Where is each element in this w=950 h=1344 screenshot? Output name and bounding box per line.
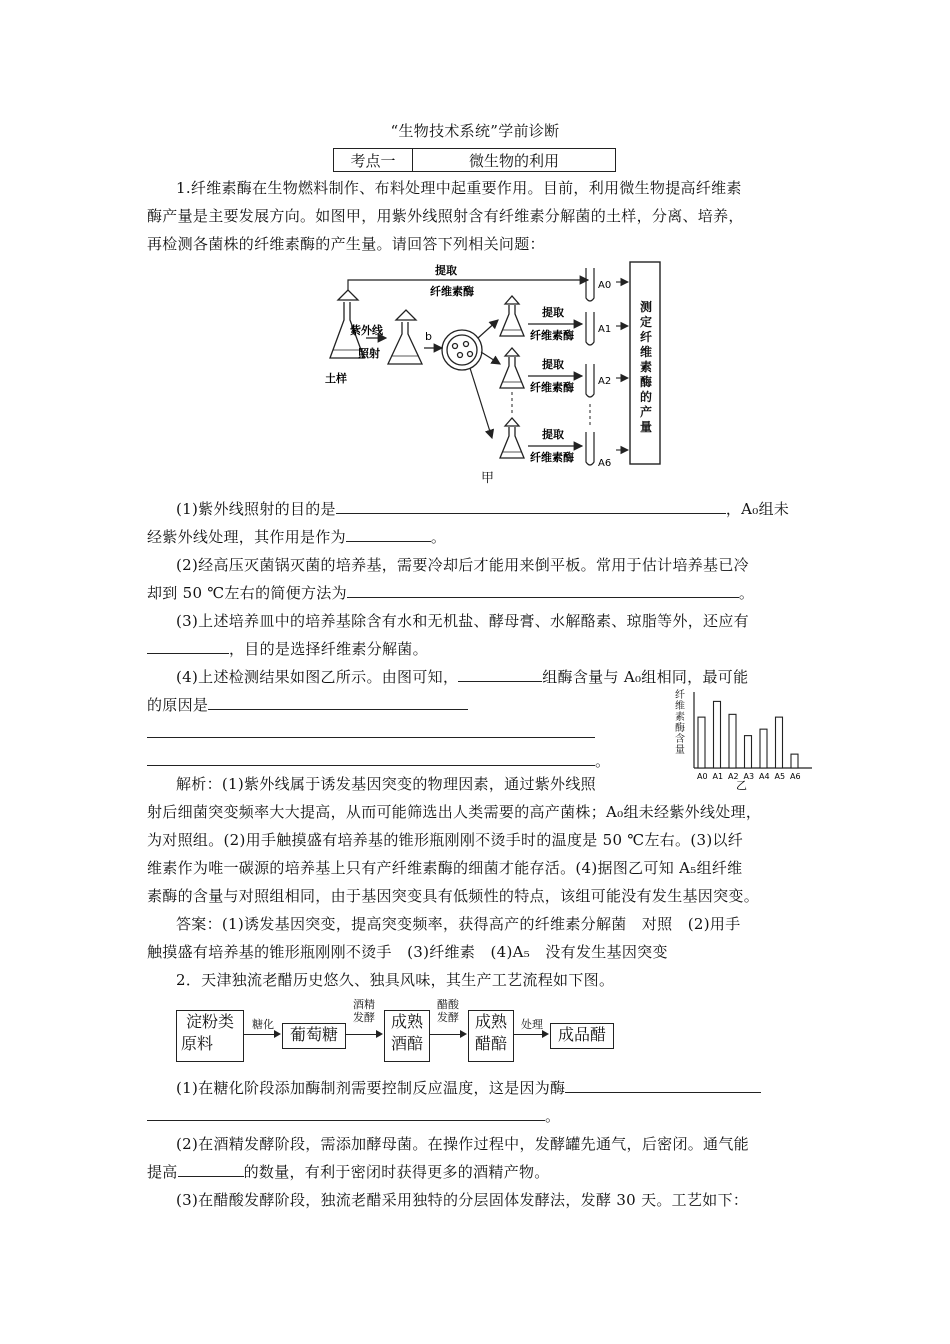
q1-p3-line1: (3)上述培养皿中的培养基除含有水和无机盐、酵母膏、水解酪素、琼脂等外，还应有 [176,612,749,630]
chart-tick-a6: A6 [790,772,801,781]
top-label-2: 纤维素酶 [430,285,474,298]
q2-p2-blank[interactable] [178,1162,244,1177]
chart-tick-a5: A5 [774,772,786,781]
q1-intro-line1: 1.纤维素酶在生物燃料制作、布料处理中起重要作用。目前，利用微生物提高纤维素 [176,179,742,197]
extract-label-3: 提取 [542,428,564,441]
q1-p4-text-c: 的原因是 [147,696,209,714]
q1-p4-text-d: 。 [595,752,611,770]
dish-arrow-3 [470,368,492,438]
flask-a6-icon [500,418,524,458]
q2-p2-line1: (2)在酒精发酵阶段，需添加酵母菌。在操作过程中，发酵罐先通气，后密闭。通气能 [176,1135,749,1153]
measure-box-label: 测定纤维素酶的产量 [639,300,652,434]
analysis-line-2: 射后细菌突变频率大大提高，从而可能筛选出人类需要的高产菌株；A₀组未经紫外线处理， [147,803,762,821]
q1-p1-text-b: ，A₀组未 [725,500,790,518]
flow-box-vinegar-mash [468,1010,514,1062]
q1-p2-line2 [147,582,754,604]
flow-box-starch-l2: 原料 [181,1034,214,1053]
dish-arrow-1 [478,320,498,338]
enzyme-label-3: 纤维素酶 [530,451,574,464]
chart-tick-a3: A3 [743,772,755,781]
q1-p1-line2 [147,526,446,548]
topic-table [333,148,616,172]
topic-label: 考点一 [334,149,413,172]
chart-tick-a4: A4 [759,772,770,781]
chart-tick-a2: A2 [728,772,739,781]
q1-p4-line1 [176,666,748,688]
analysis-line-5: 素酶的含量与对照组相同，由于基因突变具有低频性的特点，该组可能没有发生基因突变。 [147,887,760,905]
figure-jia [320,260,670,485]
tube-label-a2: A2 [598,376,612,387]
flow-arrow-2-l1: 酒精 [353,998,375,1011]
extract-label-1: 提取 [542,306,564,319]
q1-p4-blank-3[interactable] [147,723,595,738]
chart-bar-a2 [729,714,736,768]
q1-intro-line2: 酶产量是主要发展方向。如图甲，用紫外线照射含有纤维素分解菌的土样，分离、培养， [147,207,744,225]
flask-a2-icon [500,348,524,388]
flow-arrow-3-l2: 发酵 [437,1011,459,1024]
q2-p1-text: (1)在糖化阶段添加酶制剂需要控制反应温度，这是因为酶 [176,1079,566,1097]
q1-intro-line3: 再检测各菌株的纤维素酶的产生量。请回答下列相关问题： [147,235,545,253]
q1-p4-line2 [147,694,468,716]
chart-yi [672,688,822,792]
b-label: b [425,330,432,343]
q1-p1-blank-2[interactable] [346,527,431,542]
q1-p3-blank[interactable] [147,639,229,654]
q1-p1-text-d: 。 [430,528,447,546]
q2-p2-text: 提高 [147,1163,178,1181]
q1-p2-text-c: 。 [738,584,755,602]
q1-p2-line1: (2)经高压灭菌锅灭菌的培养基，需要冷却后才能用来倒平板。常用于估计培养基已冷 [176,556,749,574]
q1-p4-text: (4)上述检测结果如图乙所示。由图可知， [176,668,459,686]
flow-box-starch [176,1010,244,1062]
q1-p1-blank[interactable] [336,499,726,514]
q1-p4-blank[interactable] [458,667,542,682]
uv-label-1: 紫外线 [350,324,383,337]
flow-box-starch-l1: 淀粉类 [185,1012,234,1031]
uv-label-2: 照射 [358,347,380,360]
chart-bar-a0 [698,717,705,768]
flow-arrow-2-label [346,998,382,1024]
flow-box-glucose: 葡萄糖 [282,1023,346,1049]
q1-p4-blank-4[interactable] [147,751,595,766]
chart-tick-a1: A1 [712,772,724,781]
q2-p1-blank[interactable] [565,1078,761,1093]
q1-p1-line1 [176,498,789,520]
flow-arrow-3-label [430,998,466,1024]
tube-label-a0: A0 [598,280,612,291]
page-title: “生物技术系统”学前诊断 [390,122,560,140]
flow-arrowhead-2 [376,1030,383,1038]
q2-p1-text-b: 。 [545,1107,561,1125]
q2-p1-blank-2[interactable] [147,1106,545,1121]
q2-p2-text-c: 的数量，有利于密闭时获得更多的酒精产物。 [243,1163,550,1181]
q2-p3-line1: (3)在醋酸发酵阶段，独流老醋采用独特的分层固体发酵法，发酵 30 天。工艺如下： [176,1191,749,1209]
q2-intro: 2．天津独流老醋历史悠久、独具风味，其生产工艺流程如下图。 [176,971,615,989]
uv-flask-icon [388,310,422,364]
flow-arrow-3 [430,1034,464,1035]
flask-a1-icon [500,296,524,336]
q2-p2-line2 [147,1161,550,1183]
q1-p3-line2 [147,638,428,660]
q1-p1-text-c: 经紫外线处理，其作用是作为 [147,528,346,546]
tube-icons [586,268,594,465]
q1-p4-text-b: 组酶含量与 A₀组相同，最可能 [542,668,749,686]
top-label-1: 提取 [435,264,457,277]
flow-arrowhead-4 [542,1030,549,1038]
flow-arrowhead-1 [274,1030,281,1038]
analysis-line-1: 解析：(1)紫外线属于诱发基因突变的物理因素，通过紫外线照 [176,775,596,793]
dish-arrow-2 [481,352,500,364]
chart-tick-a0: A0 [697,772,708,781]
figure-jia-caption: 甲 [481,471,495,486]
flow-arrow-2 [346,1034,380,1035]
chart-bar-a5 [776,717,783,768]
chart-bar-a3 [745,736,752,768]
chart-bar-a4 [760,729,767,768]
flow-box-vinegar-l2: 醋醅 [474,1034,507,1053]
enzyme-label-1: 纤维素酶 [530,329,574,342]
flow-arrow-1 [244,1034,278,1035]
soil-label: 土样 [325,372,347,385]
q1-p4-line3 [147,722,595,744]
answer-line-1: 答案：(1)诱发基因突变，提高突变频率，获得高产的纤维素分解菌 对照 (2)用手 [176,915,741,933]
petri-dish-icon [442,330,482,370]
flow-box-wine-mash [384,1010,430,1062]
q1-p1-text: (1)紫外线照射的目的是 [176,500,336,518]
flow-arrowhead-3 [460,1030,467,1038]
flow-arrow-4-label: 处理 [521,1018,543,1031]
chart-bar-a6 [791,754,798,768]
q1-p2-text: 却到 50 ℃左右的简便方法为 [147,584,347,602]
flow-box-vinegar-l1: 成熟 [474,1012,507,1031]
flow-arrow-2-l2: 发酵 [353,1011,375,1024]
q1-p4-line4 [147,750,610,772]
chart-caption: 乙 [736,779,747,792]
chart-ylabel: 纤维素酶含量 [675,690,685,756]
flow-box-wine-l1: 成熟 [390,1012,423,1031]
q1-p2-blank[interactable] [347,583,739,598]
flow-arrow-3-l1: 醋酸 [437,998,459,1011]
flow-box-wine-l2: 酒醅 [390,1034,423,1053]
chart-bar-a1 [714,701,721,768]
analysis-line-4: 维素作为唯一碳源的培养基上只有产纤维素酶的细菌才能存活。(4)据图乙可知 A₅组纤维 [147,859,743,877]
enzyme-label-2: 纤维素酶 [530,381,574,394]
extract-label-2: 提取 [542,358,564,371]
answer-line-2: 触摸盛有培养基的锥形瓶刚刚不烫手 (3)纤维素 (4)A₅ 没有发生基因突变 [147,943,668,961]
q2-p1-line1 [176,1077,761,1099]
q2-p1-line2 [147,1105,560,1127]
flow-arrow-1-label: 糖化 [252,1018,274,1031]
tube-label-a1: A1 [598,324,612,335]
q1-p4-blank-2[interactable] [208,695,468,710]
analysis-line-3: 为对照组。(2)用手触摸盛有培养基的锥形瓶刚刚不烫手时的温度是 50 ℃左右。(3)以纤 [147,831,744,849]
q1-p3-text: ，目的是选择纤维素分解菌。 [229,640,428,658]
tube-label-a6: A6 [598,458,612,469]
flow-box-product: 成品醋 [550,1023,614,1049]
topic-name: 微生物的利用 [413,149,616,172]
